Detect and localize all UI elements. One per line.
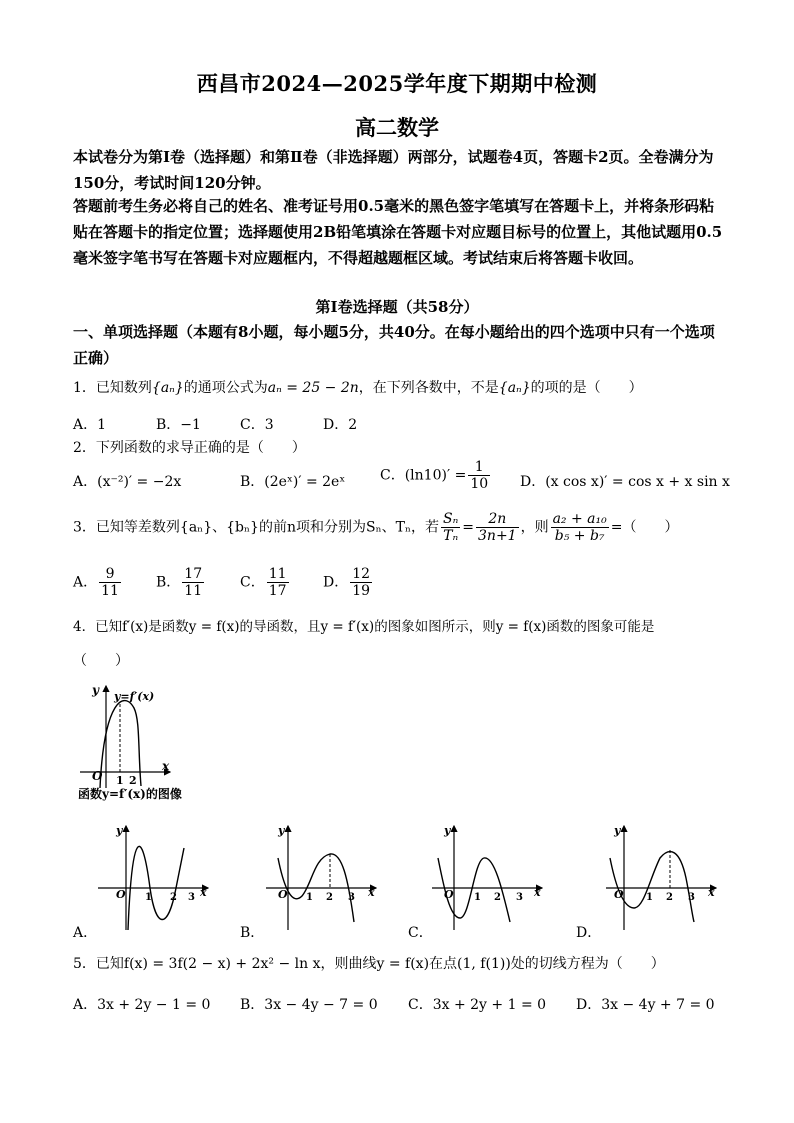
intro-paragraph-1: 本试卷分为第Ⅰ卷（选择题）和第Ⅱ卷（非选择题）两部分，试题卷4页，答题卡2页。全卷满分为150分，考试时间120分钟。	[73, 148, 714, 192]
q4-graph-d[interactable]	[598, 818, 728, 933]
q2-option-c[interactable]: C．(ln10)′ = $\frac{1}{10}$	[380, 459, 489, 492]
q5-option-c[interactable]: C．3x + 2y + 1 = 0	[408, 997, 547, 1013]
q5-option-d[interactable]: D．3x − 4y + 7 = 0	[576, 997, 715, 1013]
svg-text:y: y	[278, 824, 285, 837]
part-instructions: 一、单项选择题（本题有8小题，每小题5分，共40分。在每小题给出的四个选项中只有一个选项正确）	[73, 323, 715, 367]
svg-text:1: 1	[646, 892, 653, 903]
svg-text:2: 2	[666, 892, 673, 903]
svg-text:2: 2	[326, 892, 333, 903]
question-3-stem: 3．已知等差数列{aₙ}、{bₙ}的前n项和分别为Sₙ、Tₙ，若 $\frac{\text{Sₙ}}{\text{Tₙ}}$ = $\frac{2n}{3n+1}$ ，则 $\frac{\text{a₂ + a₁₀}}{\text{b₅ + b₇}}$ =（ ）	[73, 511, 679, 544]
q2-option-d[interactable]: D．(x cos x)′ = cos x + x sin x	[520, 474, 730, 490]
intro-paragraph-2: 答题前考生务必将自己的姓名、准考证号用0.5毫米的黑色签字笔填写在答题卡上，并将条形码粘贴在答题卡的指定位置；选择题使用2B铅笔填涂在答题卡对应题目标号的位置上，其他试题用0.5毫米签字笔书写在答题卡对应题框内，不得超越题框区域。考试结束后将答题卡收回。	[73, 197, 723, 267]
svg-text:3: 3	[188, 892, 195, 903]
svg-text:O: O	[444, 888, 454, 901]
q4-option-b[interactable]: B．	[240, 925, 265, 941]
q1-option-c[interactable]: C．3	[240, 417, 274, 433]
svg-text:2: 2	[494, 892, 501, 903]
svg-text:x: x	[708, 886, 715, 899]
svg-text:O: O	[116, 888, 126, 901]
svg-text:3: 3	[516, 892, 523, 903]
q3-option-a[interactable]: A． $\frac{9}{11}$	[73, 566, 119, 599]
x-label: x	[162, 759, 170, 773]
svg-text:O: O	[278, 888, 288, 901]
q5-option-a[interactable]: A．3x + 2y − 1 = 0	[73, 997, 211, 1013]
q4-graph-c[interactable]	[424, 818, 554, 933]
svg-text:1: 1	[474, 892, 481, 903]
section-title: 第Ⅰ卷选择题（共58分）	[315, 298, 479, 316]
question-5-stem: 5．已知f(x) = 3f(2 − x) + 2x² − ln x，则曲线y = f(x)在点(1, f(1))处的切线方程为（ ）	[73, 956, 665, 972]
svg-text:x: x	[534, 886, 541, 899]
figure-caption: 函数y=f′(x)的图像	[78, 787, 182, 801]
q4-option-d[interactable]: D．	[576, 925, 602, 941]
question-4-stem: 4．已知f′(x)是函数y = f(x)的导函数，且y = f′(x)的图象如图所示，则y = f(x)函数的图象可能是	[73, 619, 655, 635]
question-2-stem: 2．下列函数的求导正确的是（ ）	[73, 440, 306, 456]
exam-subject: 高二数学	[355, 115, 439, 140]
svg-text:1: 1	[306, 892, 313, 903]
question-1-stem: 1．已知数列{aₙ}的通项公式为aₙ = 25 − 2n，在下列各数中，不是{aₙ}的项的是（ ）	[73, 380, 643, 396]
svg-text:y: y	[614, 824, 621, 837]
origin-label: O	[92, 769, 103, 783]
q2-option-a[interactable]: A．(x⁻²)′ = −2x	[73, 474, 182, 490]
svg-text:x: x	[200, 886, 207, 899]
svg-text:O: O	[614, 888, 624, 901]
question-4-paren: （ ）	[73, 653, 129, 669]
q3-option-d[interactable]: D． $\frac{12}{19}$	[323, 566, 371, 599]
svg-text:y: y	[444, 824, 451, 837]
q5-option-b[interactable]: B．3x − 4y − 7 = 0	[240, 997, 378, 1013]
svg-text:1: 1	[145, 892, 152, 903]
svg-text:2: 2	[170, 892, 177, 903]
tick-2: 2	[129, 774, 137, 787]
q3-option-c[interactable]: C． $\frac{11}{17}$	[240, 566, 287, 599]
q1-option-b[interactable]: B．−1	[156, 417, 201, 433]
q4-option-a[interactable]: A．	[73, 925, 98, 941]
q4-graph-b[interactable]	[258, 818, 388, 933]
exam-title: 西昌市2024—2025学年度下期期中检测	[196, 71, 598, 96]
svg-text:3: 3	[348, 892, 355, 903]
q1-option-a[interactable]: A．1	[73, 417, 107, 433]
tick-1: 1	[116, 774, 124, 787]
derivative-figure	[78, 680, 188, 800]
q2-option-b[interactable]: B．(2eˣ)′ = 2eˣ	[240, 474, 346, 490]
curve-label: y=f′(x)	[114, 690, 155, 703]
q1-option-d[interactable]: D．2	[323, 417, 358, 433]
q4-option-c[interactable]: C．	[408, 925, 433, 941]
svg-text:y: y	[116, 824, 123, 837]
svg-text:3: 3	[688, 892, 695, 903]
y-label: y	[92, 683, 99, 697]
svg-text:x: x	[368, 886, 375, 899]
q4-graph-a[interactable]	[90, 818, 220, 933]
q3-option-b[interactable]: B． $\frac{17}{11}$	[156, 566, 203, 599]
